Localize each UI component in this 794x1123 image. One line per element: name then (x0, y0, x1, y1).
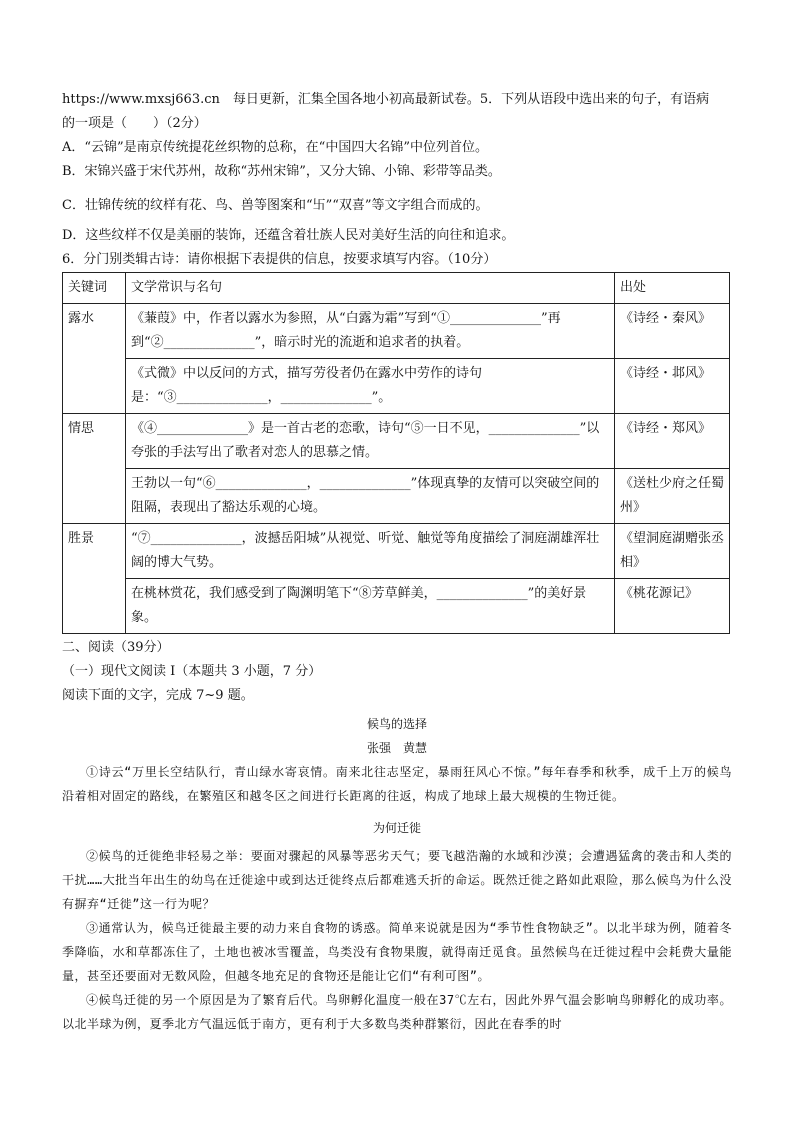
header-line: https://www.mxsj663.cn 每日更新，汇集全国各地小初高最新试卷。5．下列从语段中选出来的句子，有语病 (62, 92, 710, 107)
source-cell: 《桃花源记》 (615, 579, 730, 634)
content-cell: 在桃林赏花，我们感受到了陶渊明笔下“⑧芳草鲜美，______________”的美好景象。 (126, 579, 615, 634)
table-row (63, 579, 730, 634)
source-cell: 《诗经・郑风》 (615, 414, 730, 469)
q6-stem: 6．分门别类辑古诗：请你根据下表提供的信息，按要求填写内容。（10分） (62, 252, 497, 267)
q5-option-d: D．这些纹样不仅是美丽的装饰，还蕴含着壮族人民对美好生活的向往和追求。 (62, 228, 515, 243)
content-cell: 王勃以一句“⑥______________，______________”体现真挚的友情可以突破空间的阻隔，表现出了豁达乐观的心境。 (126, 469, 615, 524)
article-authors: 张强 黄慧 (366, 741, 427, 755)
article-title: 候鸟的选择 (366, 717, 427, 731)
q5-option-b: B．宋锦兴盛于宋代苏州，故称“苏州宋锦”，又分大锦、小锦、彩带等品类。 (62, 164, 501, 179)
subsection-title: （一）现代文阅读 I（本题共 3 小题，7 分） (62, 664, 322, 679)
article-paragraph-1: ①诗云“万里长空结队行，青山绿水寄哀情。南来北往志坚定，暴雨狂风心不惊。”每年春季和秋季，成千上万的候鸟沿着相对固定的路线，在繁殖区和越冬区之间进行长距离的往返，构成了地球上最大规模的生物迁徙。 (62, 765, 732, 803)
table-row (63, 469, 730, 524)
keyword-cell: 露水 (63, 304, 126, 414)
table-row (63, 524, 730, 579)
table-row (63, 359, 730, 414)
article-paragraph-4: ④候鸟迁徙的另一个原因是为了繁育后代。鸟卵孵化温度一般在37℃左右，因此外界气温会影响鸟卵孵化的成功率。以北半球为例，夏季北方气温远低于南方，更有利于大多数鸟类种群繁衍，因此在春季的时 (62, 993, 732, 1031)
source-cell: 《诗经・邶风》 (615, 359, 730, 414)
q5-stem: 的一项是（ ）（2分） (62, 116, 207, 131)
keyword-cell: 胜景 (63, 524, 126, 634)
article-paragraph-2: ②候鸟的迁徙绝非轻易之举：要面对骤起的风暴等恶劣天气；要飞越浩瀚的水域和沙漠；会遭遇猛禽的袭击和人类的干扰……大批当年出生的幼鸟在迁徙途中或到达迁徙终点后都难逃夭折的命运。既然迁徙之路如此艰险，那么候鸟为什么没有摒弃“迁徙”这一行为呢？ (62, 849, 732, 911)
q5-option-a: A．“云锦”是南京传统提花丝织物的总称，在“中国四大名锦”中位列首位。 (62, 140, 488, 155)
header-content: 文学常识与名句 (126, 273, 615, 304)
table-row (63, 304, 730, 359)
source-cell: 《送杜少府之任蜀州》 (615, 469, 730, 524)
content-cell: 《④______________》是一首古老的恋歌，诗句“⑤一日不见，______________”以夸张的手法写出了歌者对恋人的思慕之情。 (126, 414, 615, 469)
source-cell: 《望洞庭湖赠张丞相》 (615, 524, 730, 579)
article-paragraph-3: ③通常认为，候鸟迁徙最主要的动力来自食物的诱惑。简单来说就是因为“季节性食物缺乏”。以北半球为例，随着冬季降临，水和草都冻住了，土地也被冰雪覆盖，鸟类没有食物果腹，就得南迁觅食。虽然候鸟在迁徙过程中会耗费大量能量，甚至还要面对无数风险，但越冬地充足的食物还是能让它们“有利可图”。 (62, 921, 732, 983)
poetry-table (62, 272, 730, 634)
q5-option-c: C．壮锦传统的纹样有花、鸟、兽等图案和“卐”“双喜”等文字组合而成的。 (62, 198, 489, 213)
table-header-row (63, 273, 730, 304)
table-row (63, 414, 730, 469)
content-cell: “⑦______________，波撼岳阳城”从视觉、听觉、触觉等角度描绘了洞庭湖雄浑壮阔的博大气势。 (126, 524, 615, 579)
keyword-cell: 情思 (63, 414, 126, 524)
reading-instruction: 阅读下面的文字，完成 7~9 题。 (62, 688, 254, 703)
content-cell: 《蒹葭》中，作者以露水为参照，从“白露为霜”写到“①______________”再到“②______________”，暗示时光的流逝和追求者的执着。 (126, 304, 615, 359)
header-keyword: 关键词 (63, 273, 126, 304)
article-subheading: 为何迁徙 (372, 821, 421, 835)
content-cell: 《式微》中以反问的方式，描写劳役者仍在露水中劳作的诗句是：“③______________，______________”。 (126, 359, 615, 414)
header-source: 出处 (615, 273, 730, 304)
exam-page (62, 88, 732, 1036)
section-title: 二、阅读（39分） (62, 640, 170, 655)
source-cell: 《诗经・秦风》 (615, 304, 730, 359)
